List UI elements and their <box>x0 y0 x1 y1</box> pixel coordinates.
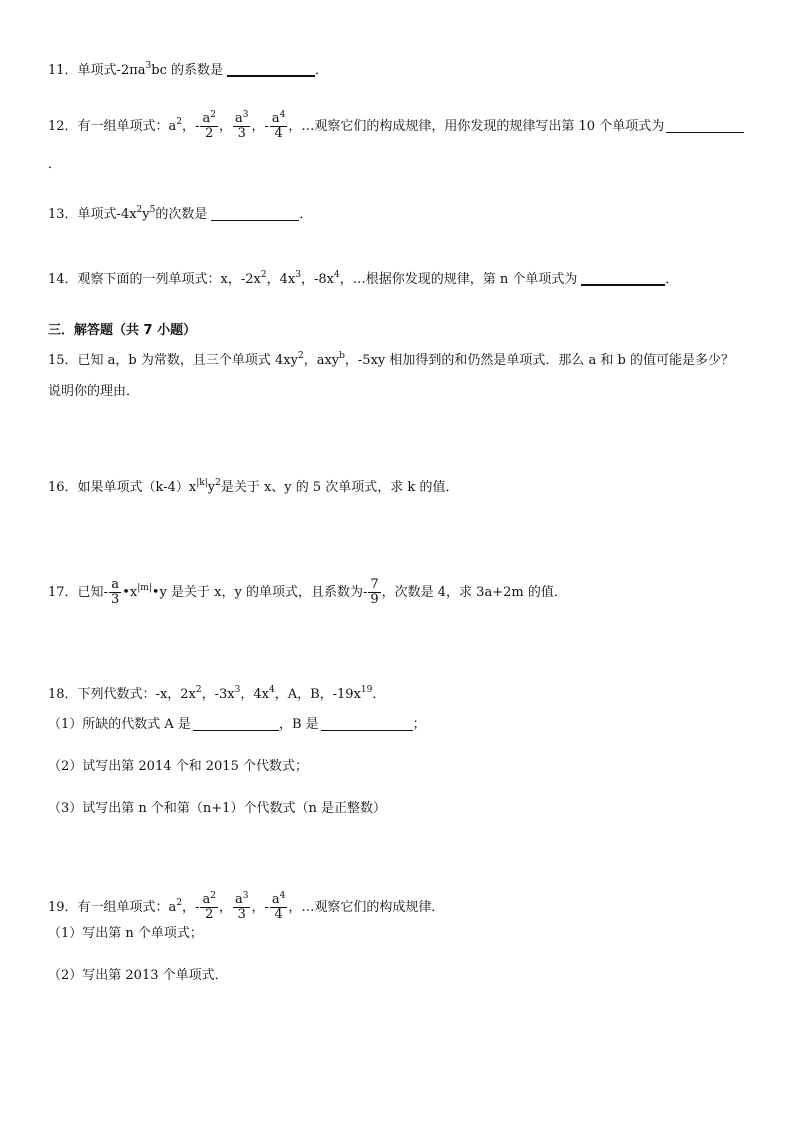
section-heading: 三．解答题（共 7 小题） <box>48 323 197 338</box>
question-number: 14． <box>48 272 78 287</box>
question-18-part2: （2）试写出第 2014 个和 2015 个代数式； <box>48 759 308 774</box>
question-number: 13． <box>48 207 78 222</box>
question-14: 14．观察下面的一列单项式：x，$-2x^2$，$4x^3$，$-8x^4$，…根据你发现的规律，第 n 个单项式为 ． <box>48 270 679 287</box>
question-text: ，…观察它们的构成规律． <box>288 900 445 915</box>
question-19-part2: （2）写出第 2013 个单项式． <box>48 968 228 983</box>
question-text: 有一组单项式：a <box>77 900 177 915</box>
question-text: ，…观察它们的构成规律，用你发现的规律写出第 10 个单项式为 <box>288 119 665 134</box>
question-text: 下列代数式：-x，2x <box>77 687 196 702</box>
question-text: 的次数是 <box>155 207 208 222</box>
question-12-end: ． <box>48 157 62 172</box>
question-text: ，…根据你发现的规律，第 n 个单项式为 <box>339 272 578 287</box>
fraction: $\frac{a^4}{4}$ <box>271 110 286 141</box>
question-number: 11． <box>48 63 78 78</box>
question-text: 单项式-2πa <box>77 63 146 78</box>
question-text: 有一组单项式：a <box>77 119 177 134</box>
question-18-part3: （3）试写出第 n 个和第（n+1）个代数式（n 是正整数） <box>48 801 386 816</box>
question-15-line2: 说明你的理由． <box>48 384 140 399</box>
question-19: 19．有一组单项式：$a^2$，- $\frac{a^2}{2}$ ， $\frac{a^3}{3}$ ，- $\frac{a^4}{4}$ ，…观察它们的构成规律． <box>48 891 445 922</box>
answer-blank[interactable] <box>211 206 299 221</box>
question-11: 11．单项式$-2\pi a^3bc$ 的系数是 ． <box>48 61 329 78</box>
question-number: 17． <box>48 585 78 600</box>
question-17: 17．已知- $\frac{a}{3}$ $•x^{|m|}•y$ 是关于 x，y 的单项式，且系数为- $\frac{7}{9}$ ，次数是 4，求 3a+2m 的值． <box>48 577 567 607</box>
answer-blank[interactable] <box>666 118 744 133</box>
question-16: 16．如果单项式$(k-4)x^{|k|}y^2$是关于 x、y 的 5 次单项式，求 k 的值． <box>48 478 459 495</box>
exponent: 3 <box>145 61 152 71</box>
question-text: 如果单项式（k-4）x <box>77 480 197 495</box>
fraction: $\frac{a^2}{2}$ <box>202 891 216 922</box>
question-text: •y 是关于 x，y 的单项式，且系数为 <box>151 585 363 600</box>
question-number: 15． <box>48 353 78 368</box>
question-text: 单项式-4x <box>77 207 137 222</box>
question-18: 18．下列代数式：-x，$2x^2$，$-3x^3$，$4x^4$，A，B，$-19x^{19}$． <box>48 685 386 702</box>
answer-blank-b[interactable] <box>321 716 413 731</box>
fraction: $\frac{a^4}{4}$ <box>271 891 286 922</box>
answer-blank-a[interactable] <box>193 716 279 731</box>
question-text: bc 的系数是 <box>151 63 223 78</box>
question-text: 已知 <box>77 585 104 600</box>
question-number: 12． <box>48 119 78 134</box>
question-number: 19． <box>48 900 78 915</box>
question-19-part1: （1）写出第 n 个单项式； <box>48 926 203 941</box>
question-text: 已知 a，b 为常数，且三个单项式 4xy <box>77 353 298 368</box>
question-text: ，-5xy 相加得到的和仍然是单项式．那么 a 和 b 的值可能是多少？ <box>344 353 734 368</box>
fraction: $\frac{7}{9}$ <box>370 577 379 607</box>
question-text: ，次数是 4，求 3a+2m 的值． <box>381 585 567 600</box>
answer-blank[interactable] <box>227 61 315 77</box>
fraction: $\frac{a^3}{3}$ <box>234 110 249 141</box>
question-number: 16． <box>48 480 78 495</box>
question-text: 是关于 x、y 的 5 次单项式，求 k 的值． <box>220 480 459 495</box>
question-18-part1: （1）所缺的代数式 A 是 ，B 是 ； <box>48 717 426 732</box>
question-number: 18． <box>48 687 78 702</box>
fraction: $\frac{a^2}{2}$ <box>202 110 216 141</box>
fraction: $\frac{a}{3}$ <box>110 577 120 607</box>
fraction: $\frac{a^3}{3}$ <box>234 891 249 922</box>
answer-blank[interactable] <box>581 270 665 286</box>
question-text: 观察下面的一列单项式：x，-2x <box>77 272 261 287</box>
question-12: 12．有一组单项式：$a^2$，- $\frac{a^2}{2}$ ， $\frac{a^3}{3}$ ，- $\frac{a^4}{4}$ ，…观察它们的构成规律，用你发现的规律写出第 10 个单项式为 <box>48 112 744 141</box>
question-15: 15．已知 a，b 为常数，且三个单项式 $4xy^2$，axy$^b$，-5xy 相加得到的和仍然是单项式．那么 a 和 b 的值可能是多少？ <box>48 351 734 368</box>
question-13: 13．单项式$-4x^2y^5$的次数是 ． <box>48 205 313 222</box>
